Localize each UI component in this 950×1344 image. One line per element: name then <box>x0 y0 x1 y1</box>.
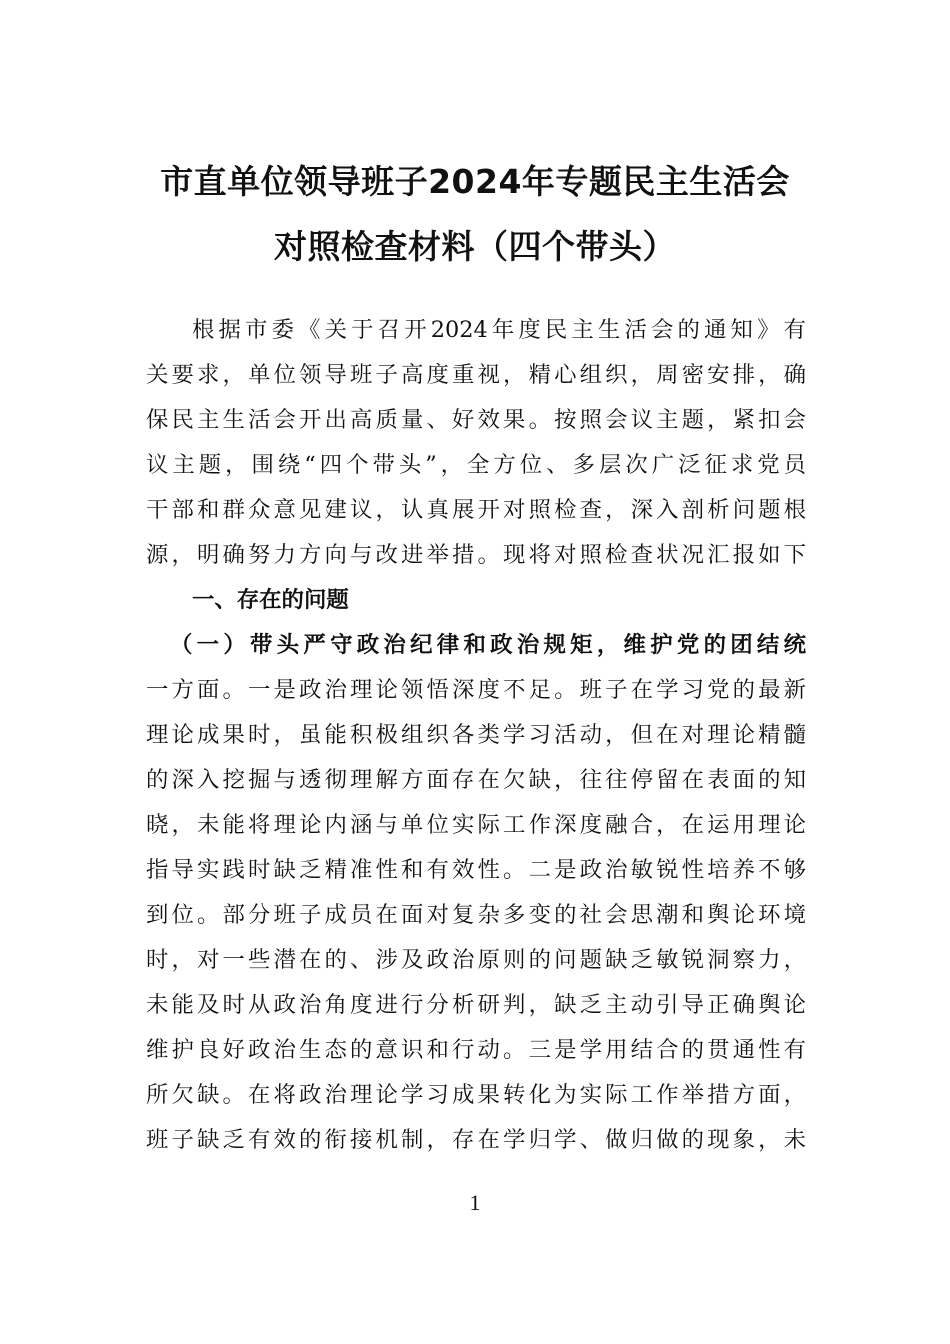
subsection-heading-line: （一）带头严守政治纪律和政治规矩，维护党的团结统 <box>170 632 806 658</box>
body-line: 时，对一些潜在的、涉及政治原则的问题缺乏敏锐洞察力， <box>146 947 806 973</box>
body-line: 到位。部分班子成员在面对复杂多变的社会思潮和舆论环境 <box>146 902 806 928</box>
intro-line: 干部和群众意见建议，认真展开对照检查，深入剖析问题根 <box>146 497 806 523</box>
body-line: 理论成果时，虽能积极组织各类学习活动，但在对理论精髓 <box>146 722 806 748</box>
body-line: 晓，未能将理论内涵与单位实际工作深度融合，在运用理论 <box>146 812 806 838</box>
intro-line: 源，明确努力方向与改进举措。现将对照检查状况汇报如下 <box>146 542 806 568</box>
page-number: 1 <box>469 1190 481 1215</box>
section-heading: 一、存在的问题 <box>192 587 349 613</box>
body-line: 的深入挖掘与透彻理解方面存在欠缺，往往停留在表面的知 <box>146 767 806 793</box>
body-line: 未能及时从政治角度进行分析研判，缺乏主动引导正确舆论 <box>146 992 806 1018</box>
intro-line: 保民主生活会开出高质量、好效果。按照会议主题，紧扣会 <box>146 407 806 433</box>
body-line: 指导实践时缺乏精准性和有效性。二是政治敏锐性培养不够 <box>146 857 806 883</box>
body-line: 所欠缺。在将政治理论学习成果转化为实际工作举措方面， <box>146 1082 806 1108</box>
intro-line: 关要求，单位领导班子高度重视，精心组织，周密安排，确 <box>146 362 806 388</box>
body-line: 维护良好政治生态的意识和行动。三是学用结合的贯通性有 <box>146 1037 806 1063</box>
document-title-line-2: 对照检查材料（四个带头） <box>274 227 676 266</box>
document-title-line-1: 市直单位领导班子2024年专题民主生活会 <box>160 162 790 201</box>
body-line: 一方面。一是政治理论领悟深度不足。班子在学习党的最新 <box>146 677 806 703</box>
body-line: 班子缺乏有效的衔接机制，存在学归学、做归做的现象，未 <box>146 1127 806 1153</box>
intro-line: 根据市委《关于召开2024年度民主生活会的通知》有 <box>192 317 806 343</box>
intro-line: 议主题，围绕“四个带头”，全方位、多层次广泛征求党员 <box>146 452 806 478</box>
